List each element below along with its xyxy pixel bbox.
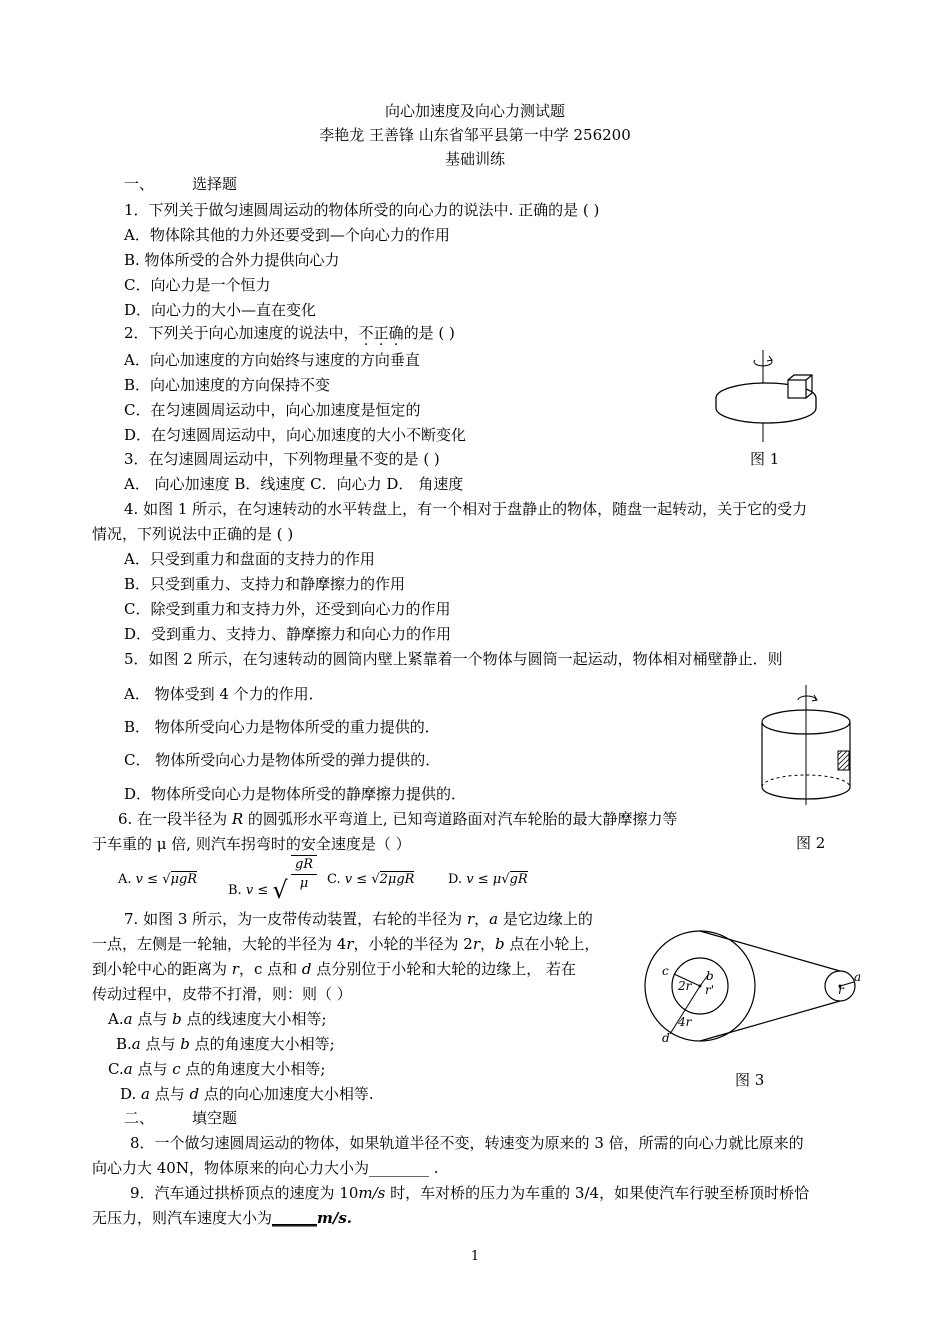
q6-stem-end: 的圆弧形水平弯道上, 已知弯道路面对汽车轮胎的最大静摩擦力等 xyxy=(243,810,678,828)
q4-stem-line-1: 4. 如图 1 所示，在匀速转动的水平转盘上，有一个相对于盘静止的物体，随盘一起转动，关于它的受力 xyxy=(124,500,808,518)
q4-option-c: C．除受到重力和支持力外，还受到向心力的作用 xyxy=(124,600,451,618)
q6-option-b-fraction: gR μ xyxy=(291,855,317,893)
q4-option-b: B．只受到重力、支持力和静摩擦力的作用 xyxy=(124,575,406,593)
q2-emphasis-3: 确 xyxy=(388,324,404,342)
q5-option-c: C． 物体所受向心力是物体所受的弹力提供的． xyxy=(124,751,441,769)
q2-option-b: B．向心加速度的方向保持不变 xyxy=(124,376,331,394)
q3-options: A． 向心加速度 B．线速度 C．向心力 D． 角速度 xyxy=(124,475,464,493)
q2-option-d: D．在匀速圆周运动中，向心加速度的大小不断变化 xyxy=(124,426,467,444)
q7-option-a: A.a 点与 b 点的线速度大小相等; xyxy=(108,1010,327,1028)
q1-option-b: B. 物体所受的合外力提供向心力 xyxy=(124,251,340,269)
section-1-label: 选择题 xyxy=(192,175,238,193)
q9-line-2: 无压力，则汽车速度大小为______m/s. xyxy=(92,1209,353,1227)
q1-option-c: C．向心力是一个恒力 xyxy=(124,276,271,294)
page-number: 1 xyxy=(470,1249,480,1264)
figure-3-label-r-prime: r' xyxy=(705,983,715,997)
q5-option-b: B． 物体所受向心力是物体所受的重力提供的． xyxy=(124,718,440,736)
figure-3-label-d: d xyxy=(662,1031,670,1045)
q5-option-a: A． 物体受到 4 个力的作用． xyxy=(124,685,324,703)
q6-option-b: B. v ≤ √ xyxy=(228,876,288,904)
q6-option-d: D. v ≤ μ√gR xyxy=(448,872,528,887)
q9-answer-blank[interactable]: ______ xyxy=(272,1209,318,1227)
section-2-label: 填空题 xyxy=(192,1109,238,1127)
figure-3-label-c: c xyxy=(662,964,669,978)
q2-stem-end: 的是 ( ) xyxy=(403,324,455,342)
q1-option-d: D．向心力的大小—直在变化 xyxy=(124,301,317,319)
figure-3-label-2r: 2r xyxy=(678,979,692,993)
figure-1-turntable xyxy=(708,350,828,445)
q7-option-b: B.a 点与 b 点的角速度大小相等; xyxy=(116,1035,335,1053)
q2-stem-start: 2．下列关于向心加速度的说法中， xyxy=(124,324,359,342)
q2-emphasis-2: 正 xyxy=(373,324,389,342)
q5-stem: 5．如图 2 所示，在匀速转动的圆筒内壁上紧靠着一个物体与圆筒一起运动，物体相对桶壁静止．则 xyxy=(124,650,783,668)
q8-line-1: 8．一个做匀速圆周运动的物体，如果轨道半径不变，转速变为原来的 3 倍，所需的向心力就比原来的 xyxy=(130,1134,804,1152)
section-2-number: 二、 xyxy=(124,1109,155,1127)
section-1-number: 一、 xyxy=(124,175,155,193)
subtitle: 基础训练 xyxy=(444,150,505,168)
authors: 李艳龙 王善锋 山东省邹平县第一中学 256200 xyxy=(319,126,631,144)
q3-stem: 3．在匀速圆周运动中，下列物理量不变的是 ( ) xyxy=(124,450,440,468)
figure-3-label-r: r xyxy=(838,983,844,997)
q6-option-a: A. v ≤ √μgR xyxy=(118,872,198,887)
q1-option-a: A．物体除其他的力外还要受到—个向心力的作用 xyxy=(124,226,450,244)
q7-option-d: D. a 点与 d 点的向心加速度大小相等. xyxy=(120,1085,374,1103)
q7-stem-line-4: 传动过程中，皮带不打滑，则：则（ ） xyxy=(92,985,352,1003)
q4-stem-line-2: 情况，下列说法中正确的是 ( ) xyxy=(92,525,294,543)
q4-option-a: A．只受到重力和盘面的支持力的作用 xyxy=(124,550,375,568)
q7-option-c: C.a 点与 c 点的角速度大小相等; xyxy=(108,1060,326,1078)
q6-option-c: C. v ≤ √2μgR xyxy=(327,872,415,887)
q7-stem-line-3: 到小轮中心的距离为 r，c 点和 d 点分别位于小轮和大轮的边缘上， 若在 xyxy=(92,960,577,978)
q9-line-1: 9．汽车通过拱桥顶点的速度为 10m/s 时，车对桥的压力为车重的 3/4，如果使汽车行驶至桥顶时桥恰 xyxy=(130,1184,810,1202)
q7-stem-line-2: 一点，左侧是一轮轴，大轮的半径为 4r，小轮的半径为 2r，b 点在小轮上， xyxy=(92,935,600,953)
q2-option-c: C．在匀速圆周运动中，向心加速度是恒定的 xyxy=(124,401,421,419)
q2-emphasis-1: 不 xyxy=(358,324,374,342)
q6-radius-symbol: R xyxy=(231,810,244,828)
figure-3-belt-drive xyxy=(640,928,880,1050)
q1-stem: 1．下列关于做匀速圆周运动的物体所受的向心力的说法中. 正确的是 ( ) xyxy=(124,201,600,219)
figure-1-caption: 图 1 xyxy=(750,450,780,468)
figure-3-caption: 图 3 xyxy=(735,1071,765,1089)
figure-2-cylinder xyxy=(758,685,858,805)
figure-3-label-b: b xyxy=(706,969,714,983)
q4-option-d: D．受到重力、支持力、静摩擦力和向心力的作用 xyxy=(124,625,452,643)
q6-options xyxy=(118,857,558,907)
figure-3-label-a: a xyxy=(854,970,862,984)
q2-stem xyxy=(124,323,455,343)
q7-stem-line-1: 7. 如图 3 所示，为一皮带传动装置，右轮的半径为 r，a 是它边缘上的 xyxy=(124,910,593,928)
q6-stem-line-2: 于车重的 μ 倍, 则汽车拐弯时的安全速度是（ ） xyxy=(92,835,411,853)
figure-2-caption: 图 2 xyxy=(796,834,826,852)
q6-stem-line-1 xyxy=(118,809,677,829)
q6-stem-start: 6. 在一段半径为 xyxy=(118,810,232,828)
q5-option-d: D．物体所受向心力是物体所受的静摩擦力提供的． xyxy=(124,785,467,803)
q8-line-2: 向心力大 40N，物体原来的向心力大小为________ . xyxy=(92,1159,439,1177)
q2-option-a: A．向心加速度的方向始终与速度的方向垂直 xyxy=(124,351,420,369)
figure-3-label-4r: 4r xyxy=(678,1015,692,1029)
page-title: 向心加速度及向心力测试题 xyxy=(384,102,565,120)
